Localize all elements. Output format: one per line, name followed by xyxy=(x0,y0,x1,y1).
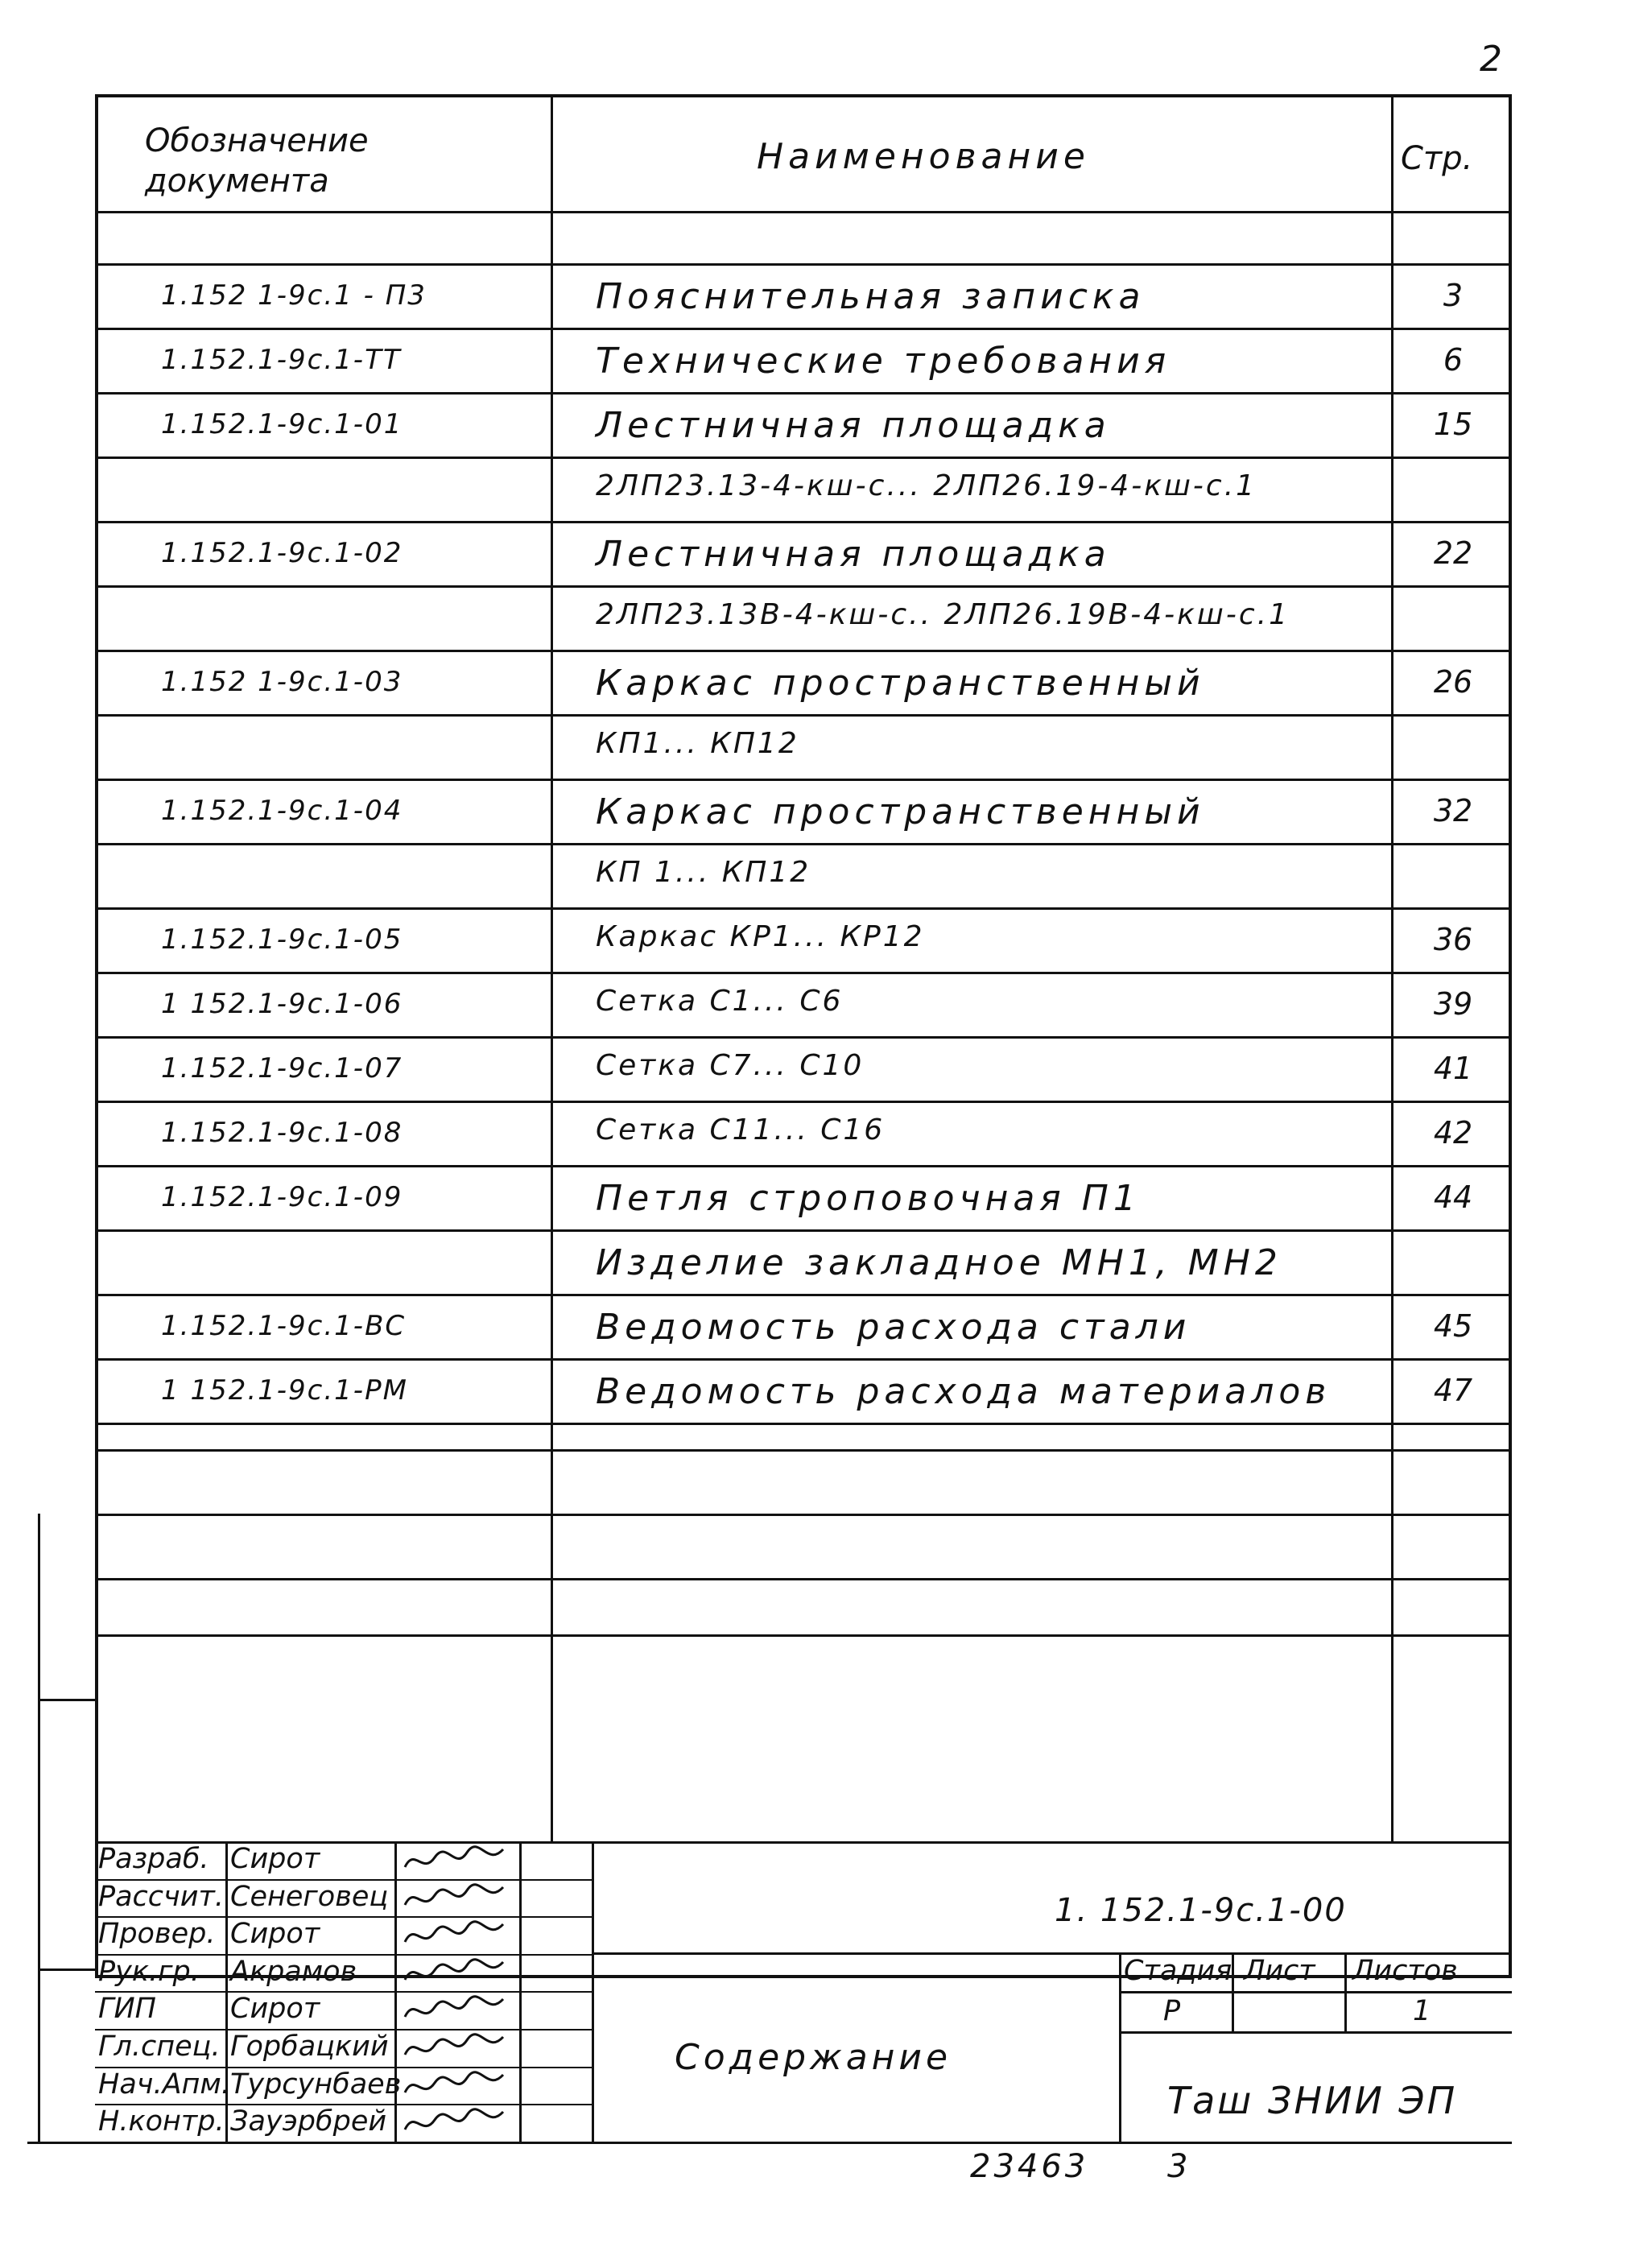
empty-row-line xyxy=(95,1449,1512,1452)
row-name: 2ЛП23.13В-4-кш-с.. 2ЛП26.19В-4-кш-с.1 xyxy=(596,598,1290,631)
tb-person: Сирот xyxy=(230,1843,320,1875)
empty-row-line xyxy=(95,1578,1512,1580)
row-code: 1.152.1-9с.1-04 xyxy=(161,795,403,827)
row-name: КП 1... КП12 xyxy=(596,856,811,889)
row-code: 1.152.1-9с.1-05 xyxy=(161,923,403,956)
tb-person: Зауэрбрей xyxy=(230,2105,387,2138)
row-line xyxy=(95,779,1512,781)
header-name: Наименование xyxy=(757,136,1090,177)
row-line xyxy=(95,521,1512,523)
row-code: 1 152.1-9с.1-РМ xyxy=(161,1374,408,1407)
document-title: Содержание xyxy=(675,2037,952,2078)
tb-person: Сенеговец xyxy=(230,1880,389,1913)
signature-icon xyxy=(398,1956,511,1991)
row-page: 15 xyxy=(1433,407,1473,442)
signature-icon xyxy=(398,1843,511,1878)
row-line xyxy=(95,907,1512,910)
signature-icon xyxy=(398,1993,511,2028)
binding-strip-bottom xyxy=(38,2093,40,2134)
tb-person: Акрамов xyxy=(230,1955,357,1988)
tb-stage-left xyxy=(1119,1952,1121,2142)
row-line xyxy=(95,328,1512,330)
row-page: 41 xyxy=(1433,1051,1473,1086)
row-name: Сетка С7... С10 xyxy=(596,1049,865,1082)
tb-role: Гл.спец. xyxy=(98,2030,221,2063)
tb-role: Нач.Апм. xyxy=(98,2068,230,2101)
row-name: Каркас пространственный xyxy=(596,791,1205,832)
row-page: 47 xyxy=(1433,1373,1473,1408)
row-code: 1.152.1-9с.1-09 xyxy=(161,1181,403,1213)
row-name: КП1... КП12 xyxy=(596,727,799,760)
row-line xyxy=(95,1423,1512,1425)
signature-icon xyxy=(398,2068,511,2104)
row-page: 26 xyxy=(1433,664,1473,700)
row-line xyxy=(95,650,1512,652)
tb-role: Провер. xyxy=(98,1918,216,1951)
row-line xyxy=(95,1101,1512,1103)
row-name: Каркас КР1... КР12 xyxy=(596,920,925,953)
tb-role: Рук.гр. xyxy=(98,1955,200,1988)
footer-page-number: 3 xyxy=(1167,2148,1191,2185)
row-line xyxy=(95,1165,1512,1167)
row-name: Технические требования xyxy=(596,341,1171,382)
row-name: Лестничная площадка xyxy=(596,405,1111,446)
stage-label: Стадия xyxy=(1124,1955,1232,1987)
tb-person: Сирот xyxy=(230,1993,320,2026)
row-name: Ведомость расхода материалов xyxy=(596,1371,1332,1412)
tb-stage-label-line xyxy=(1119,1991,1512,1993)
signature-icon xyxy=(398,1918,511,1953)
row-name: Петля строповочная П1 xyxy=(596,1178,1141,1219)
row-code: 1.152.1-9с.1-ВС xyxy=(161,1310,407,1342)
row-line xyxy=(95,714,1512,717)
row-page: 39 xyxy=(1433,986,1473,1022)
empty-row-line xyxy=(95,1514,1512,1516)
tb-col-4 xyxy=(592,1841,594,2142)
row-line xyxy=(95,972,1512,974)
inventory-number: 23463 xyxy=(970,2148,1089,2185)
row-code: 1.152 1-9с.1 - П3 xyxy=(161,279,427,312)
header-page: Стр. xyxy=(1401,140,1473,177)
row-name: Изделие закладное МН1, МН2 xyxy=(596,1242,1282,1283)
row-line xyxy=(95,1294,1512,1296)
row-code: 1.152 1-9с.1-03 xyxy=(161,666,403,698)
row-page: 36 xyxy=(1433,922,1473,957)
signature-icon xyxy=(398,2105,511,2141)
row-page: 6 xyxy=(1443,342,1464,378)
signature-icon xyxy=(398,2030,511,2066)
tb-role: Разраб. xyxy=(98,1843,209,1875)
tb-person: Сирот xyxy=(230,1918,320,1951)
row-page: 22 xyxy=(1433,535,1473,571)
tb-role: Рассчит. xyxy=(98,1880,224,1913)
row-code: 1 152.1-9с.1-06 xyxy=(161,988,403,1020)
header-bottom-line xyxy=(95,211,1512,213)
tb-role: Н.контр. xyxy=(98,2105,225,2138)
row-page: 3 xyxy=(1443,278,1464,313)
tb-person: Горбацкий xyxy=(230,2030,389,2063)
tb-role: ГИП xyxy=(98,1993,156,2026)
row-page: 42 xyxy=(1433,1115,1473,1151)
row-code: 1.152.1-9с.1-ТТ xyxy=(161,344,402,376)
document-designation: 1. 152.1-9с.1-00 xyxy=(1055,1892,1347,1929)
tb-stage-value-line xyxy=(1119,2031,1512,2034)
row-line xyxy=(95,1036,1512,1039)
row-name: Сетка С1... С6 xyxy=(596,985,844,1018)
row-page: 45 xyxy=(1433,1308,1473,1344)
empty-row-line xyxy=(95,1634,1512,1637)
row-code: 1.152.1-9с.1-01 xyxy=(161,408,403,440)
tb-row-line xyxy=(95,1991,592,1993)
organization: Таш ЗНИИ ЭП xyxy=(1167,2079,1458,2122)
row-line xyxy=(95,843,1512,845)
header-doc-designation: Обозначение документа xyxy=(145,122,369,200)
row-name: Сетка С11... С16 xyxy=(596,1113,886,1146)
row-line xyxy=(95,1358,1512,1361)
row-name: 2ЛП23.13-4-кш-с... 2ЛП26.19-4-кш-с.1 xyxy=(596,469,1257,502)
signature-icon xyxy=(398,1881,511,1916)
sheets-label: Листов xyxy=(1352,1955,1458,1987)
sheets-value: 1 xyxy=(1413,1995,1431,2027)
row-page: 32 xyxy=(1433,793,1473,828)
row-name: Каркас пространственный xyxy=(596,663,1205,704)
stage-value: Р xyxy=(1163,1995,1181,2027)
row-page: 44 xyxy=(1433,1179,1473,1215)
row-line xyxy=(95,456,1512,459)
binding-strip-divider xyxy=(38,1699,95,1701)
row-line xyxy=(95,585,1512,588)
bottom-border xyxy=(27,2142,1512,2144)
row-code: 1.152.1-9с.1-02 xyxy=(161,537,403,569)
row-name: Пояснительная записка xyxy=(596,276,1146,317)
tb-person: Турсунбаев xyxy=(230,2068,402,2101)
row-line xyxy=(95,392,1512,395)
sheet-number: 2 xyxy=(1480,39,1502,80)
row-code: 1.152.1-9с.1-08 xyxy=(161,1117,403,1149)
binding-strip-line xyxy=(38,1514,40,2142)
row-name: Лестничная площадка xyxy=(596,534,1111,575)
row-name: Ведомость расхода стали xyxy=(596,1307,1191,1348)
sheet-label: Лист xyxy=(1244,1955,1315,1987)
binding-strip-divider-2 xyxy=(38,1968,95,1971)
row-line xyxy=(95,263,1512,266)
row-code: 1.152.1-9с.1-07 xyxy=(161,1052,403,1084)
row-line xyxy=(95,1229,1512,1232)
